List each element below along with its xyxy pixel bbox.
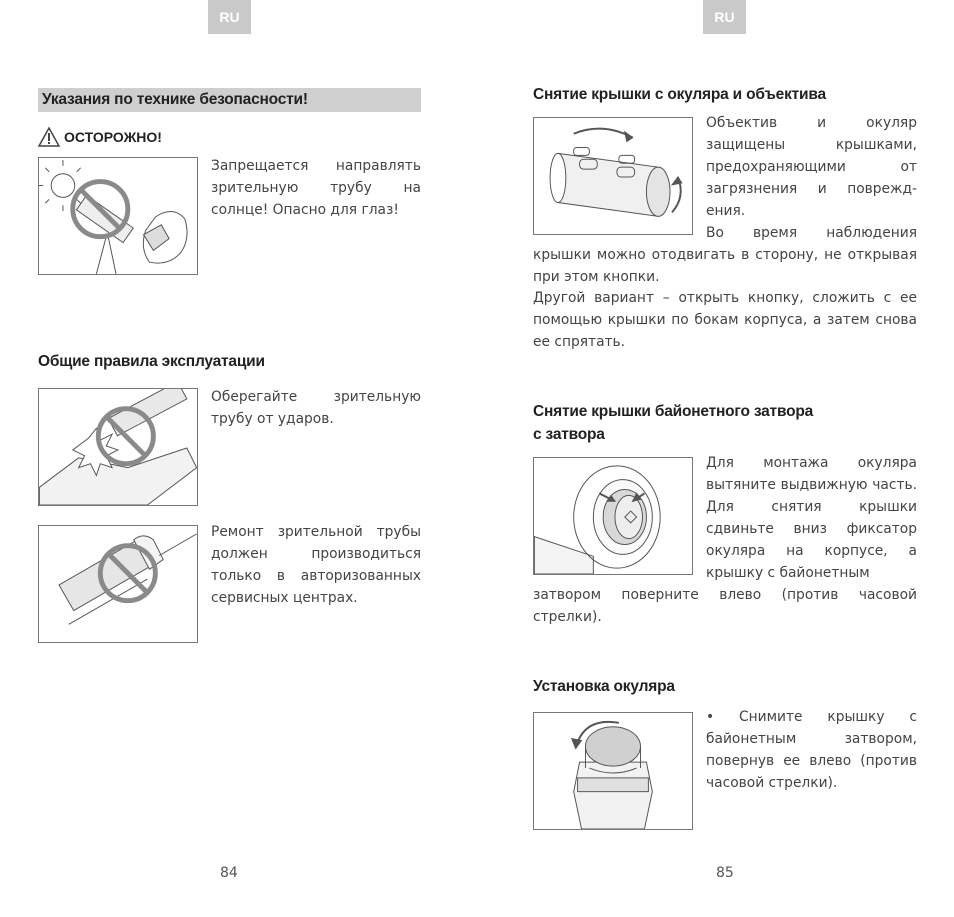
bayonet-heading-line1: Снятие крышки байонетного затвора — [533, 403, 814, 420]
caps-text-p2-part2: крышки можно отодвигать в сторону, не открывая при этом кнопки. — [533, 247, 917, 285]
page-number-right: 85 — [716, 865, 734, 881]
caps-text-p3: Другой вариант – открыть кнопку, сложить с ее помощью крышки по бокам корпуса, а затем снова ее спрятать. — [533, 290, 917, 350]
impact-warning-figure — [38, 388, 198, 506]
language-tab-right: RU — [703, 0, 746, 34]
caution-line — [38, 127, 162, 147]
bayonet-text-part1: Для монтажа окуляра вытяните выдвижную часть. Для снятия крышки сдвиньте вниз фиксатор окуляра на корпусе, а крышку с байонетным — [706, 455, 917, 581]
eyepiece-text: • Снимите крышку с байонетным затвором, повернув ее влево (против часовой стрелки). — [706, 709, 917, 791]
impact-warning-text: Оберегайте зрительную трубу от ударов. — [211, 389, 421, 427]
eyepiece-heading: Установка окуляра — [533, 678, 675, 695]
bayonet-heading-line2: с затвора — [533, 426, 605, 443]
caps-text-p1: Объектив и окуляр защищены крышками, предохраняющими от загрязнения и поврежд-ения. — [706, 115, 917, 219]
general-rules-heading: Общие правила эксплуатации — [38, 353, 265, 370]
language-tab-left: RU — [208, 0, 251, 34]
sun-warning-figure — [38, 157, 198, 275]
sun-warning-text: Запрещается направлять зрительную трубу на солнце! Опасно для глаз! — [211, 158, 421, 218]
bayonet-text-part2: затвором поверните влево (против часовой стрелки). — [533, 587, 917, 625]
bayonet-figure — [533, 457, 693, 575]
caps-heading: Снятие крышки с окуляра и объектива — [533, 86, 826, 103]
eyepiece-figure — [533, 712, 693, 830]
page-number-left: 84 — [220, 865, 238, 881]
caution-label: ОСТОРОЖНО! — [64, 129, 162, 145]
warning-triangle-icon — [38, 127, 60, 147]
repair-warning-figure — [38, 525, 198, 643]
caps-figure — [533, 117, 693, 235]
caps-text-p2-part1: Во время наблюдения — [706, 225, 917, 241]
safety-heading: Указания по технике безопасности! — [38, 88, 421, 112]
repair-warning-text: Ремонт зрительной трубы должен производиться только в авторизованных сервисных центрах. — [211, 524, 421, 606]
